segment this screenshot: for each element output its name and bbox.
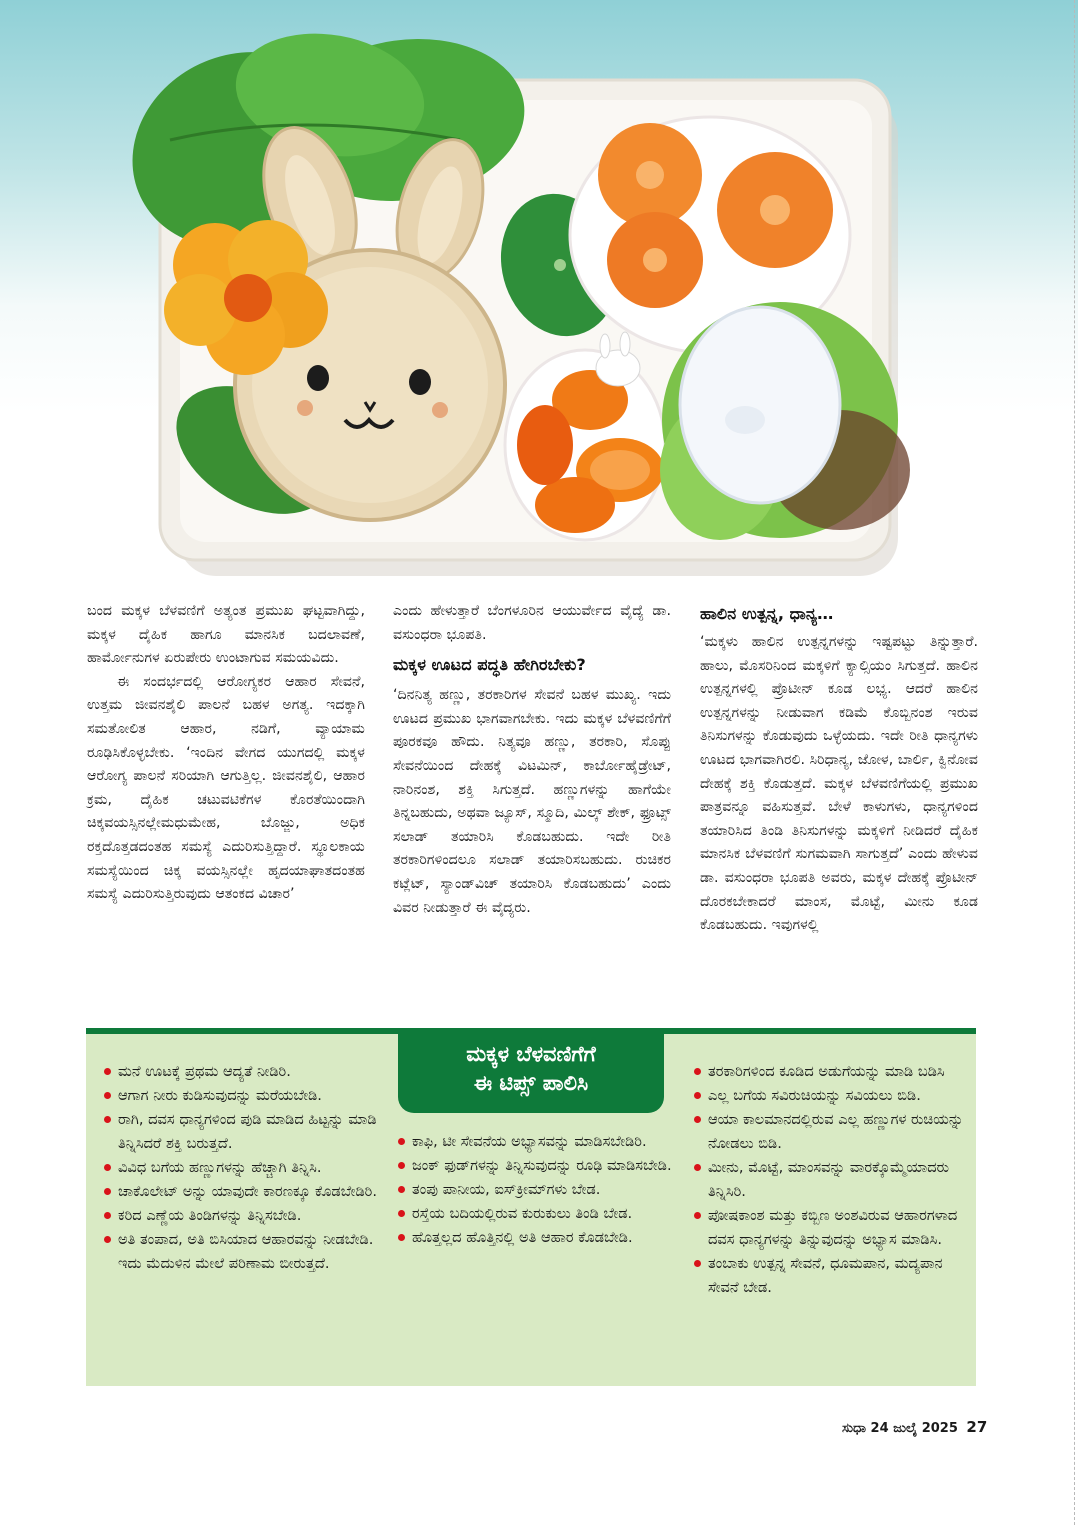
tip-item: ಅತಿ ತಂಪಾದ, ಅತಿ ಬಿಸಿಯಾದ ಆಹಾರವನ್ನು ನೀಡಬೇಡಿ. ಇದು ಮೆದುಳಿನ ಮೇಲೆ ಪರಿಣಾಮ ಬೀರುತ್ತದೆ. [104,1228,384,1276]
tip-item: ಆಗಾಗ ನೀರು ಕುಡಿಸುವುದನ್ನು ಮರೆಯಬೇಡಿ. [104,1084,384,1108]
tips-title [398,1034,664,1113]
tip-item: ಪೋಷಕಾಂಶ ಮತ್ತು ಕಬ್ಬಿಣ ಅಂಶವಿರುವ ಆಹಾರಗಳಾದ ದವಸ ಧಾನ್ಯಗಳನ್ನು ತಿನ್ನುವುದನ್ನು ಅಭ್ಯಾಸ ಮಾಡಿಸಿ. [694,1204,964,1252]
article-paragraph: ಎಂದು ಹೇಳುತ್ತಾರೆ ಬೆಂಗಳೂರಿನ ಆಯುರ್ವೇದ ವೈದ್ಯೆ ಡಾ. ವಸುಂಧರಾ ಭೂಪತಿ. [393,603,671,643]
tips-list-right [694,1060,964,1300]
article-paragraph: ಈ ಸಂದರ್ಭದಲ್ಲಿ ಆರೋಗ್ಯಕರ ಆಹಾರ ಸೇವನೆ, ಉತ್ತಮ ಜೀವನಶೈಲಿ ಪಾಲನೆ ಬಹಳ ಅಗತ್ಯ. ಇದಕ್ಕಾಗಿ ಸಮತೋಲಿತ ಆಹಾರ, ನಡಿಗೆ, ವ್ಯಾಯಾಮ ರೂಢಿಸಿಕೊಳ್ಳಬೇಕು. ‘ಇಂದಿನ ವೇಗದ ಯುಗದಲ್ಲಿ ಮಕ್ಕಳ ಆರೋಗ್ಯ ಪಾಲನೆ ಸರಿಯಾಗಿ ಆಗುತ್ತಿಲ್ಲ. ಜೀವನಶೈಲಿ, ಆಹಾರ ಕ್ರಮ, ದೈಹಿಕ ಚಟುವಟಿಕೆಗಳ ಕೊರತೆಯಿಂದಾಗಿ ಚಿಕ್ಕವಯಸ್ಸಿನಲ್ಲೇಮಧುಮೇಹ, ಬೊಜ್ಜು, ಅಧಿಕ ರಕ್ತದೊತ್ತಡದಂತಹ ಸಮಸ್ಯೆ ಎದುರಿಸುತ್ತಿದ್ದಾರೆ. ಸ್ಥೂಲಕಾಯ ಸಮಸ್ಯೆಯಿಂದ ಚಿಕ್ಕ ವಯಸ್ಸಿನಲ್ಲೇ ಹೃದಯಾಘಾತದಂತಹ ಸಮಸ್ಯೆ ಎದುರಿಸುತ್ತಿರುವುದು ಆತಂಕದ ವಿಚಾರ’ [87,673,365,903]
tip-item: ಎಲ್ಲ ಬಗೆಯ ಸವಿರುಚಿಯನ್ನು ಸವಿಯಲು ಬಿಡಿ. [694,1084,964,1108]
tips-list-middle [398,1130,680,1250]
section-heading-meal-routine: ಮಕ್ಕಳ ಊಟದ ಪದ್ಧತಿ ಹೇಗಿರಬೇಕು? [393,655,586,675]
tip-item: ಕಾಫಿ, ಟೀ ಸೇವನೆಯ ಅಭ್ಯಾಸವನ್ನು ಮಾಡಿಸಬೇಡಿರಿ. [398,1130,680,1154]
tip-item: ಚಾಕೊಲೇಟ್ ಅನ್ನು ಯಾವುದೇ ಕಾರಣಕ್ಕೂ ಕೊಡಬೇಡಿರಿ. [104,1180,384,1204]
tip-item: ಹೊತ್ತಲ್ಲದ ಹೊತ್ತಿನಲ್ಲಿ ಅತಿ ಆಹಾರ ಕೊಡಬೇಡಿ. [398,1226,680,1250]
tip-item: ಮನೆ ಊಟಕ್ಕೆ ಪ್ರಥಮ ಆದ್ಯತೆ ನೀಡಿರಿ. [104,1060,384,1084]
hero-photo [0,0,1078,590]
tip-item: ರಾಗಿ, ದವಸ ಧಾನ್ಯಗಳಿಂದ ಪುಡಿ ಮಾಡಿದ ಹಿಟ್ಟನ್ನು ಮಾಡಿ ತಿನ್ನಿಸಿದರೆ ಶಕ್ತಿ ಬರುತ್ತದೆ. [104,1108,384,1156]
tip-item: ಕರಿದ ಎಣ್ಣೆಯ ತಿಂಡಿಗಳನ್ನು ತಿನ್ನಿಸಬೇಡಿ. [104,1204,384,1228]
tip-item: ತಂಪು ಪಾನೀಯ, ಐಸ್‌ಕ್ರೀಮ್‌ಗಳು ಬೇಡ. [398,1178,680,1202]
bento-lunchbox-illustration [0,0,1078,590]
tip-item: ಆಯಾ ಕಾಲಮಾನದಲ್ಲಿರುವ ಎಲ್ಲ ಹಣ್ಣುಗಳ ರುಚಿಯನ್ನು ನೋಡಲು ಬಿಡಿ. [694,1108,964,1156]
tips-title-line: ಮಕ್ಕಳ ಬೆಳವಣಿಗೆಗೆ [466,1042,596,1066]
tip-item: ರಸ್ತೆಯ ಬದಿಯಲ್ಲಿರುವ ಕುರುಕುಲು ತಿಂಡಿ ಬೇಡ. [398,1202,680,1226]
article-column-1 [87,600,365,907]
article-paragraph: ಬಂದ ಮಕ್ಕಳ ಬೆಳವಣಿಗೆ ಅತ್ಯಂತ ಪ್ರಮುಖ ಘಟ್ಟವಾಗಿದ್ದು, ಮಕ್ಕಳ ದೈಹಿಕ ಹಾಗೂ ಮಾನಸಿಕ ಬದಲಾವಣೆ, ಹಾರ್ಮೋನುಗಳ ಏರುಪೇರು ಉಂಟಾಗುವ ಸಮಯವಿದು. [87,603,365,667]
tip-item: ವಿವಿಧ ಬಗೆಯ ಹಣ್ಣುಗಳನ್ನು ಹೆಚ್ಚಾಗಿ ತಿನ್ನಿಸಿ. [104,1156,384,1180]
article-column-2 [393,600,671,920]
tip-item: ಮೀನು, ಮೊಟ್ಟೆ, ಮಾಂಸವನ್ನು ವಾರಕ್ಕೊಮ್ಮೆಯಾದರು ತಿನ್ನಿಸಿರಿ. [694,1156,964,1204]
tips-title-line: ಈ ಟಿಪ್ಸ್ ಪಾಲಿಸಿ [473,1071,589,1095]
page-edge-divider [1074,0,1075,1525]
tip-item: ತಂಬಾಕು ಉತ್ಪನ್ನ ಸೇವನೆ, ಧೂಮಪಾನ, ಮದ್ಯಪಾನ ಸೇವನೆ ಬೇಡ. [694,1252,964,1300]
article-paragraph: ‘ಮಕ್ಕಳು ಹಾಲಿನ ಉತ್ಪನ್ನಗಳನ್ನು ಇಷ್ಟಪಟ್ಟು ತಿನ್ನುತ್ತಾರೆ. ಹಾಲು, ಮೊಸರಿನಿಂದ ಮಕ್ಕಳಿಗೆ ಕ್ಯಾಲ್ಸಿಯಂ ಸಿಗುತ್ತದೆ. ಹಾಲಿನ ಉತ್ಪನ್ನಗಳಲ್ಲಿ ಪ್ರೊಟೀನ್ ಕೂಡ ಲಭ್ಯ. ಆದರೆ ಹಾಲಿನ ಉತ್ಪನ್ನಗಳನ್ನು ನೀಡುವಾಗ ಕಡಿಮೆ ಕೊಬ್ಬಿನಂಶ ಇರುವ ತಿನಿಸುಗಳನ್ನು ಕೊಡುವುದು ಒಳ್ಳೆಯದು. ಇದೇ ರೀತಿ ಧಾನ್ಯಗಳು ಊಟದ ಭಾಗವಾಗಿರಲಿ. ಸಿರಿಧಾನ್ಯ, ಜೋಳ, ಬಾರ್ಲಿ, ಕ್ವಿನೋವ ದೇಹಕ್ಕೆ ಶಕ್ತಿ ಕೊಡುತ್ತದೆ. ಮಕ್ಕಳ ಬೆಳವಣಿಗೆಯಲ್ಲಿ ಪ್ರಮುಖ ಪಾತ್ರವನ್ನೂ ವಹಿಸುತ್ತವೆ. ಬೇಳೆ ಕಾಳುಗಳು, ಧಾನ್ಯಗಳಿಂದ ತಯಾರಿಸಿದ ತಿಂಡಿ ತಿನಿಸುಗಳನ್ನು ಮಕ್ಕಳಿಗೆ ನೀಡಿದರೆ ದೈಹಿಕ ಮಾನಸಿಕ ಬೆಳವಣಿಗೆ ಸುಗಮವಾಗಿ ಸಾಗುತ್ತದೆ’ ಎಂದು ಹೇಳುವ ಡಾ. ವಸುಂಧರಾ ಭೂಪತಿ ಅವರು, ಮಕ್ಕಳ ದೇಹಕ್ಕೆ ಪ್ರೊಟೀನ್ ದೊರಕಬೇಕಾದರೆ ಮಾಂಸ, ಮೊಟ್ಟೆ, ಮೀನು ಕೂಡ ಕೊಡಬಹುದು. ಇವುಗಳಲ್ಲಿ [700,634,978,934]
section-heading-dairy-grains: ಹಾಲಿನ ಉತ್ಪನ್ನ, ಧಾನ್ಯ… [700,604,834,623]
tips-list-left [104,1060,384,1276]
article-column-3 [700,600,978,938]
page-footer [842,1416,987,1440]
page-number: 27 [966,1418,988,1436]
issue-label: ಸುಧಾ 24 ಜುಲೈ 2025 [842,1421,958,1436]
tip-item: ಜಂಕ್ ಫುಡ್‌ಗಳನ್ನು ತಿನ್ನಿಸುವುದನ್ನು ರೂಢಿ ಮಾಡಿಸಬೇಡಿ. [398,1154,680,1178]
article-paragraph: ‘ದಿನನಿತ್ಯ ಹಣ್ಣು, ತರಕಾರಿಗಳ ಸೇವನೆ ಬಹಳ ಮುಖ್ಯ. ಇದು ಊಟದ ಪ್ರಮುಖ ಭಾಗವಾಗಬೇಕು. ಇದು ಮಕ್ಕಳ ಬೆಳವಣಿಗೆಗೆ ಪೂರಕವೂ ಹೌದು. ನಿತ್ಯವೂ ಹಣ್ಣು, ತರಕಾರಿ, ಸೊಪ್ಪು ಸೇವನೆಯಿಂದ ದೇಹಕ್ಕೆ ವಿಟಮಿನ್, ಕಾರ್ಬೋಹೈಡ್ರೇಟ್, ನಾರಿನಂಶ, ಶಕ್ತಿ ಸಿಗುತ್ತದೆ. ಹಣ್ಣುಗಳನ್ನು ಹಾಗೆಯೇ ತಿನ್ನಬಹುದು, ಅಥವಾ ಜ್ಯೂಸ್, ಸ್ಮೂದಿ, ಮಿಲ್ಕ್ ಶೇಕ್, ಫ್ರೂಟ್ಸ್ ಸಲಾಡ್ ತಯಾರಿಸಿ ಕೊಡಬಹುದು. ಇದೇ ರೀತಿ ತರಕಾರಿಗಳಿಂದಲೂ ಸಲಾಡ್ ತಯಾರಿಸಬಹುದು. ರುಚಿಕರ ಕಟ್ಲೆಟ್, ಸ್ಯಾಂಡ್‌ವಿಚ್ ತಯಾರಿಸಿ ಕೊಡಬಹುದು’ ಎಂದು ವಿವರ ನೀಡುತ್ತಾರೆ ಈ ವೈದ್ಯರು. [393,687,671,916]
tip-item: ತರಕಾರಿಗಳಿಂದ ಕೂಡಿದ ಅಡುಗೆಯನ್ನು ಮಾಡಿ ಬಡಿಸಿ [694,1060,964,1084]
